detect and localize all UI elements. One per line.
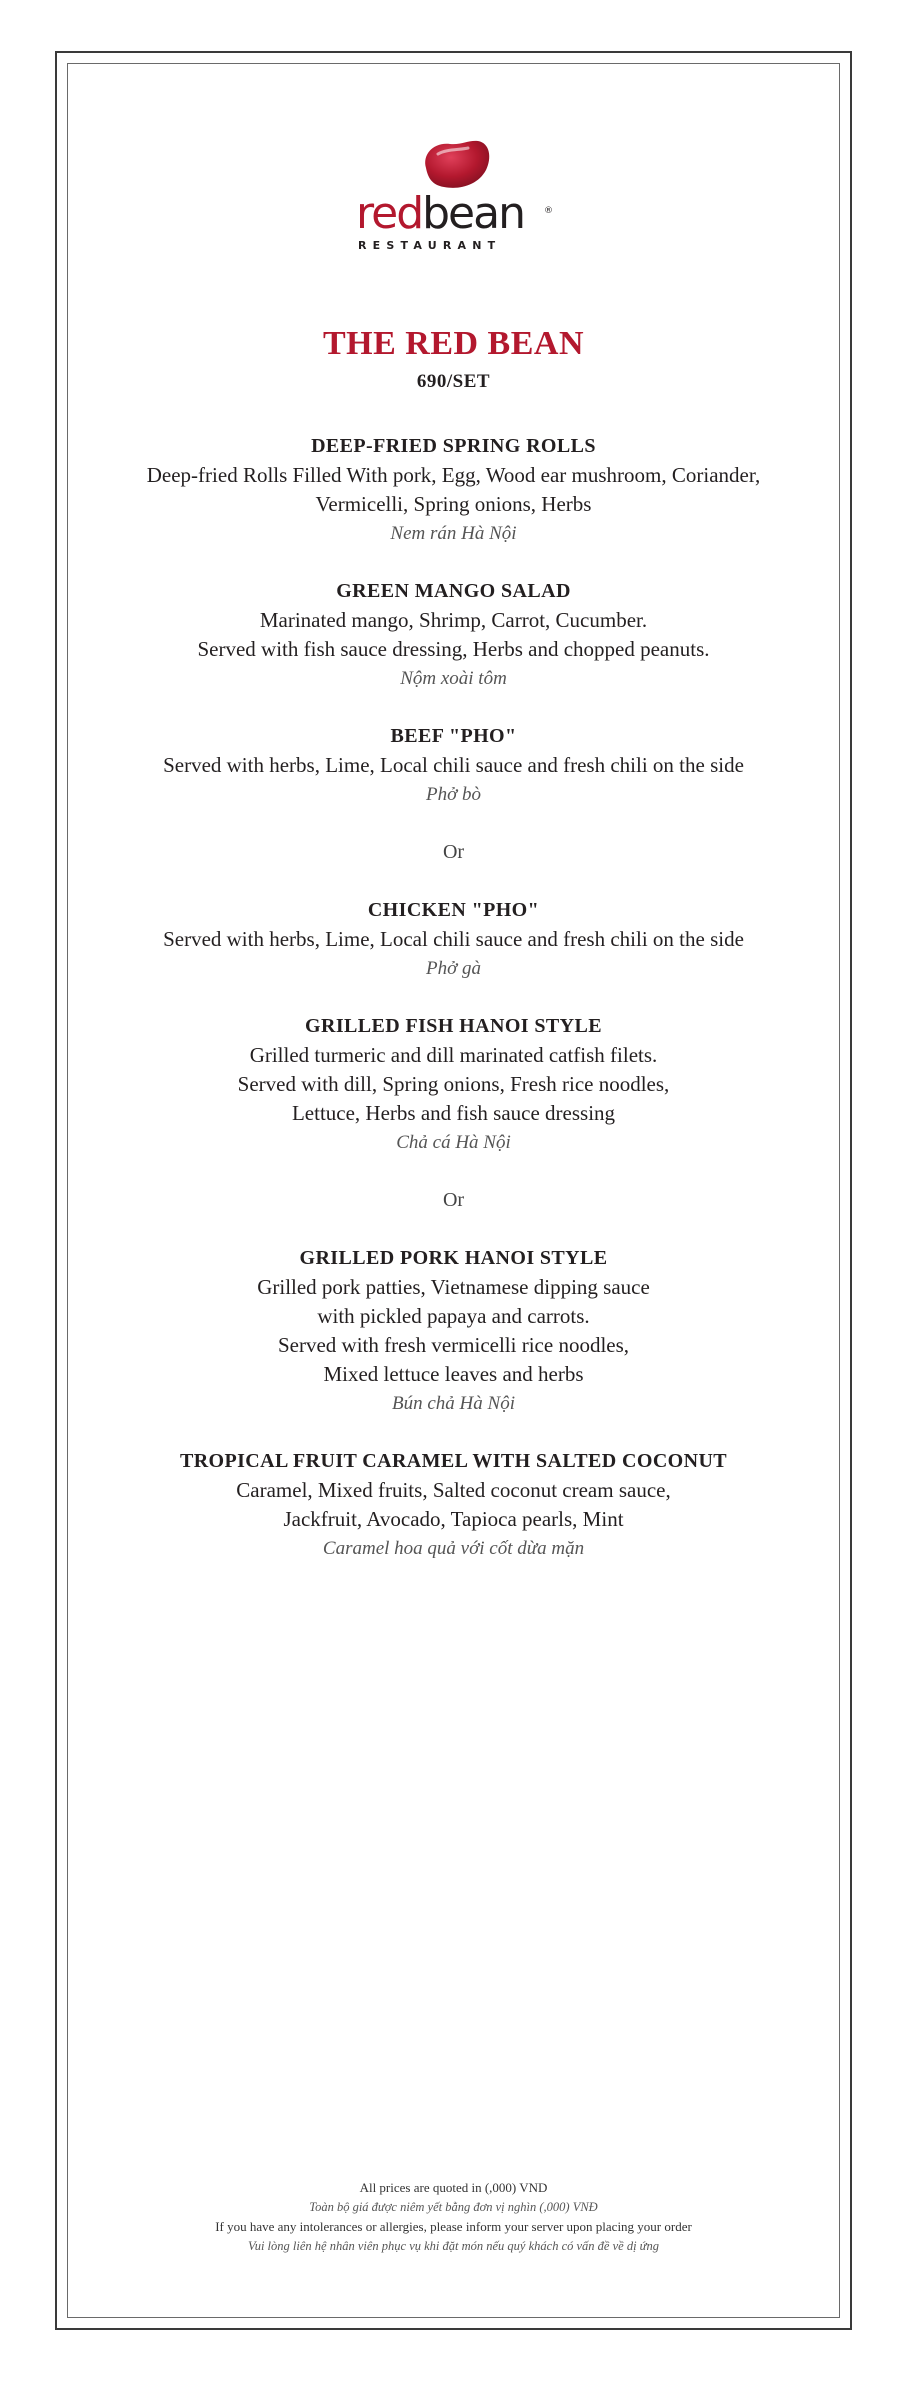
dish-description: Deep-fried Rolls Filled With pork, Egg, Wood ear mushroom, Coriander, [146, 463, 761, 487]
restaurant-logo [356, 138, 556, 260]
price-note-vietnamese: Toàn bộ giá được niêm yết bằng đơn vị nghìn (,000) VNĐ [309, 2200, 598, 2214]
menu-item [70, 432, 837, 548]
logo-subtitle: RESTAURANT [358, 239, 502, 252]
registered-mark: ® [544, 206, 553, 216]
dish-vietnamese-name: Chả cá Hà Nội [396, 1132, 511, 1153]
dish-description: Mixed lettuce leaves and herbs [323, 1362, 584, 1386]
logo-word-red: red [356, 188, 423, 239]
menu-price: 690/SET [416, 371, 491, 392]
dish-description: with pickled papaya and carrots. [317, 1304, 590, 1328]
allergy-note: If you have any intolerances or allergies, please inform your server upon placing your order [215, 2219, 692, 2234]
dish-description: Served with fish sauce dressing, Herbs and chopped peanuts. [197, 637, 710, 661]
menu-item [70, 896, 837, 983]
dish-name: CHICKEN "PHO" [367, 899, 540, 921]
menu-item [70, 1244, 837, 1418]
price-note: All prices are quoted in (,000) VND [359, 2180, 548, 2195]
dish-description: Jackfruit, Avocado, Tapioca pearls, Mint [283, 1507, 624, 1531]
set-menu [70, 322, 837, 1592]
dish-description: Served with dill, Spring onions, Fresh rice noodles, [237, 1072, 670, 1096]
dish-description: Served with herbs, Lime, Local chili sauce and fresh chili on the side [163, 753, 744, 777]
logo-word-dark: bean [422, 188, 524, 239]
dish-name: GRILLED FISH HANOI STYLE [305, 1015, 602, 1037]
dish-description: Marinated mango, Shrimp, Carrot, Cucumber. [259, 608, 648, 632]
or-separator: Or [442, 841, 465, 863]
or-separator: Or [442, 1189, 465, 1211]
menu-item [70, 722, 837, 809]
dish-name: DEEP-FRIED SPRING ROLLS [311, 435, 596, 457]
dish-description: Grilled pork patties, Vietnamese dipping sauce [257, 1275, 650, 1299]
dish-name: TROPICAL FRUIT CARAMEL WITH SALTED COCONUT [179, 1450, 728, 1472]
dish-vietnamese-name: Bún chả Hà Nội [392, 1393, 515, 1414]
menu-title: THE RED BEAN [322, 325, 585, 362]
dish-name: GRILLED PORK HANOI STYLE [299, 1247, 608, 1269]
menu-item [70, 1012, 837, 1157]
dish-vietnamese-name: Nem rán Hà Nội [390, 523, 517, 544]
logo-wordmark [356, 188, 524, 239]
dish-description: Caramel, Mixed fruits, Salted coconut cream sauce, [236, 1478, 671, 1502]
menu-item [70, 1447, 837, 1563]
dish-name: BEEF "PHO" [390, 725, 517, 747]
dish-description: Served with herbs, Lime, Local chili sauce and fresh chili on the side [163, 927, 744, 951]
dish-vietnamese-name: Caramel hoa quả với cốt dừa mặn [322, 1538, 585, 1559]
dish-description: Vermicelli, Spring onions, Herbs [315, 492, 592, 516]
dish-name: GREEN MANGO SALAD [336, 580, 571, 602]
red-bean-icon [420, 138, 492, 190]
menu-item [70, 577, 837, 693]
allergy-note-vietnamese: Vui lòng liên hệ nhân viên phục vụ khi đặt món nếu quý khách có vấn đề về dị ứng [248, 2239, 659, 2253]
dish-description: Served with fresh vermicelli rice noodles, [277, 1333, 630, 1357]
dish-vietnamese-name: Phở gà [426, 958, 481, 979]
dish-vietnamese-name: Nộm xoài tôm [400, 668, 507, 689]
dish-description: Lettuce, Herbs and fish sauce dressing [291, 1101, 616, 1125]
menu-footer [70, 2178, 837, 2256]
dish-description: Grilled turmeric and dill marinated catfish filets. [249, 1043, 658, 1067]
dish-vietnamese-name: Phở bò [426, 784, 481, 805]
